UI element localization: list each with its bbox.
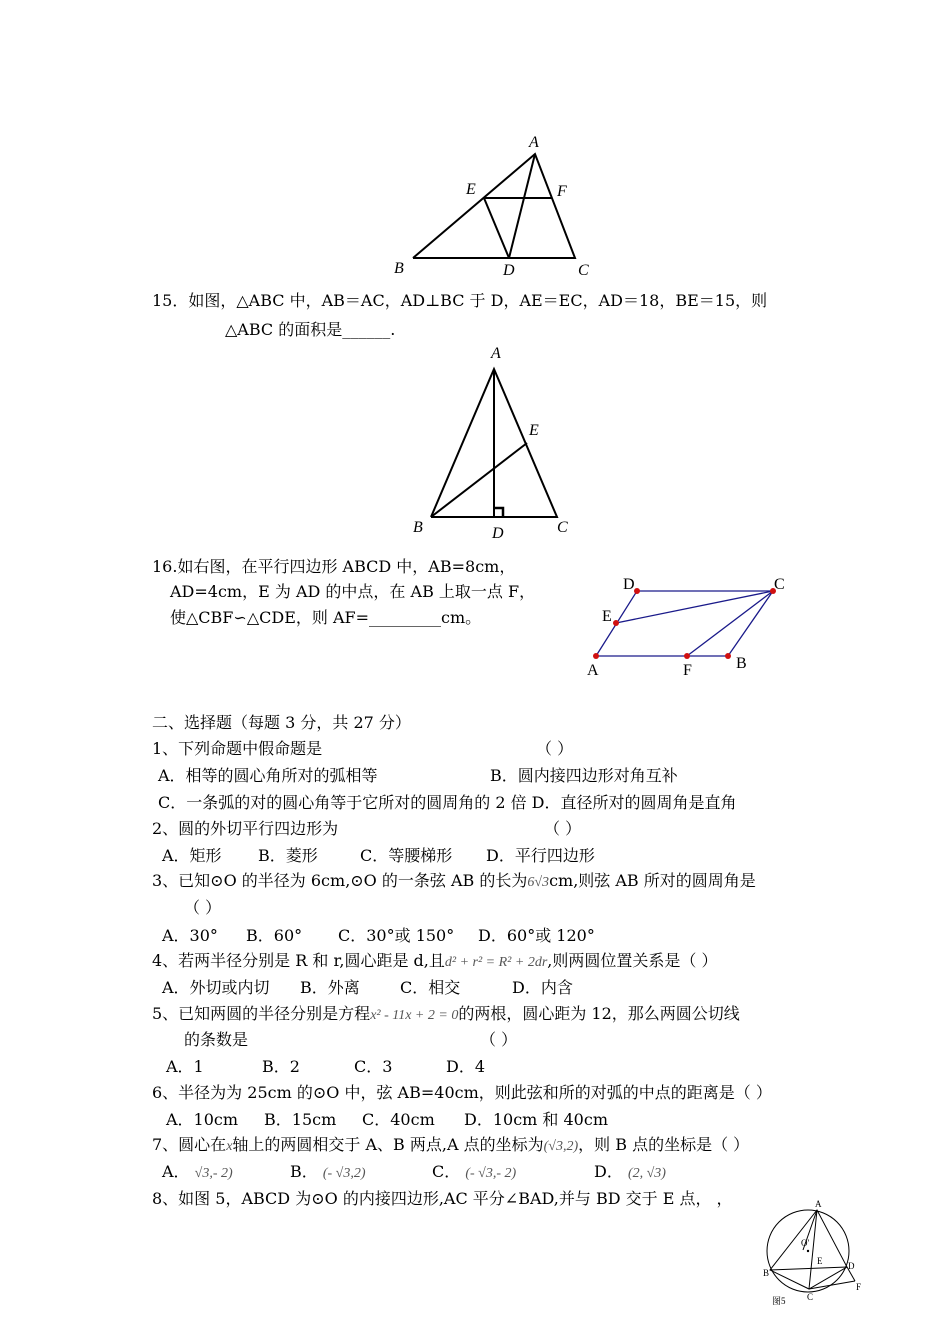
q2-option-a: A．矩形 <box>162 846 222 865</box>
label-c: C <box>774 576 785 593</box>
q5-stem <box>152 1004 740 1026</box>
figure-triangle-ef-parallel <box>385 130 605 280</box>
q2-paren: （ ） <box>544 819 582 838</box>
q5-stem-c: 的条数是 <box>184 1030 249 1049</box>
label-e: E <box>602 608 612 625</box>
q1-stem: 1、下列命题中假命题是 <box>152 739 323 758</box>
q6-option-c: C．40cm <box>362 1110 435 1129</box>
q16-line3: 使△CBF∽△CDE，则 AF=_________cm。 <box>170 608 482 627</box>
q2-option-b: B．菱形 <box>258 846 318 865</box>
center-point <box>807 1250 809 1252</box>
label-c: C <box>578 262 589 279</box>
q4-option-c: C．相交 <box>400 978 461 997</box>
q5-option-a: A．1 <box>166 1057 204 1076</box>
figure-isosceles-triangle <box>405 342 585 542</box>
q7-stem <box>152 1135 749 1157</box>
label-b: B <box>394 260 404 277</box>
q3-option-c: C．30°或 150° <box>338 926 455 945</box>
q4-stem-a: 4、若两半径分别是 R 和 r,圆心距是 d,且 <box>152 951 445 970</box>
q3-paren: （ ） <box>184 898 222 917</box>
point-f <box>684 653 690 659</box>
q1-option-cd: C．一条弧的对的圆心角等于它所对的圆周角的 2 倍 D．直径所对的圆周角是直角 <box>158 793 737 812</box>
q3-option-b: B．60° <box>246 926 303 945</box>
q4-math: d² + r² = R² + 2dr <box>444 955 548 970</box>
q3-option-a: A．30° <box>162 926 218 945</box>
label-b: B <box>413 519 423 536</box>
q3-math: 6√3 <box>527 875 550 890</box>
q6-stem: 6、半径为为 25cm 的⊙O 中，弦 AB=40cm，则此弦和所的对弧的中点的距离是（ ） <box>152 1083 772 1102</box>
q1-paren: （ ） <box>536 739 574 758</box>
q5-paren: （ ） <box>480 1030 518 1049</box>
label-b: B <box>736 655 747 672</box>
q5-option-d: D．4 <box>446 1057 486 1076</box>
segment-be <box>431 443 527 517</box>
q15-line2: △ABC 的面积是______. <box>225 320 396 339</box>
q3-stem <box>152 871 756 893</box>
figure-parallelogram <box>580 570 800 685</box>
q7-stem-c: ，则 B 点的坐标是（ ） <box>578 1135 750 1154</box>
q16-line2: AD=4cm，E 为 AD 的中点，在 AB 上取一点 F， <box>170 582 536 601</box>
segment-ad <box>509 154 535 258</box>
q2-option-c: C．等腰梯形 <box>360 846 453 865</box>
parallelogram-abcd <box>596 591 773 656</box>
label-a: A <box>587 662 599 679</box>
q7-math-x: x <box>226 1139 233 1154</box>
segment-ed <box>484 198 509 258</box>
q6-option-a: A．10cm <box>166 1110 239 1129</box>
q5-stem-a: 5、已知两圆的半径分别是方程 <box>152 1004 371 1023</box>
label-d: D <box>492 525 504 542</box>
figure-5-inscribed-quadrilateral <box>760 1196 870 1308</box>
point-d <box>634 588 640 594</box>
label-o: O' <box>801 1238 810 1248</box>
q4-option-b: B．外离 <box>300 978 360 997</box>
q2-option-d: D．平行四边形 <box>486 846 595 865</box>
q7-option-a: A． √3,- 2) <box>162 1162 233 1181</box>
section-title: 二、选择题（每题 3 分，共 27 分） <box>152 713 411 732</box>
point-e <box>613 620 619 626</box>
q1-option-b: B．圆内接四边形对角互补 <box>490 766 678 785</box>
q7-stem-b: 轴上的两圆相交于 A、B 两点,A 点的坐标为 <box>232 1135 544 1154</box>
label-a: A <box>815 1199 822 1209</box>
label-d: D <box>503 262 515 279</box>
q8-stem: 8、如图 5，ABCD 为⊙O 的内接四边形,AC 平分∠BAD,并与 BD 交于 E 点， ， <box>152 1189 733 1208</box>
q16-line1: 16.如右图，在平行四边形 ABCD 中，AB=8cm， <box>152 557 516 576</box>
point-b <box>725 653 731 659</box>
q6-option-d: D．10cm 和 40cm <box>464 1110 608 1129</box>
label-d: D <box>623 576 635 593</box>
q6-option-b: B．15cm <box>264 1110 337 1129</box>
q4-stem-b: ,则两圆位置关系是（ ） <box>547 951 718 970</box>
label-e: E <box>529 422 539 439</box>
q5-option-c: C．3 <box>354 1057 393 1076</box>
label-a: A <box>529 134 539 151</box>
q5-option-b: B．2 <box>262 1057 300 1076</box>
q7-option-b: B． (- √3,2) <box>290 1162 366 1181</box>
right-angle-mark <box>494 508 503 517</box>
q3-stem-a: 3、已知⊙O 的半径为 6cm,⊙O 的一条弦 AB 的长为 <box>152 871 528 890</box>
segment-ec <box>616 591 773 623</box>
label-a: A <box>491 345 501 362</box>
q7-stem-a: 7、圆心在 <box>152 1135 227 1154</box>
q7-option-c: C． (- √3,- 2) <box>432 1162 517 1181</box>
q3-stem-b: cm,则弦 AB 所对的圆周角是 <box>549 871 756 890</box>
label-b: B <box>763 1268 770 1278</box>
label-e: E <box>817 1256 823 1266</box>
triangle-abc <box>413 154 575 258</box>
label-c: C <box>557 519 568 536</box>
q4-stem <box>152 951 717 973</box>
segment-bd <box>770 1267 847 1270</box>
quadrilateral-abcd <box>770 1210 847 1289</box>
q5-stem-b: 的两根，圆心距为 12，那么两圆公切线 <box>458 1004 740 1023</box>
label-f: F <box>856 1282 862 1292</box>
label-c: C <box>807 1292 814 1302</box>
segment-fc <box>687 591 773 656</box>
q2-stem: 2、圆的外切平行四边形为 <box>152 819 339 838</box>
q7-option-d: D． (2, √3) <box>594 1162 666 1181</box>
q15-line1: 15．如图，△ABC 中，AB＝AC，AD⊥BC 于 D，AE＝EC，AD＝18，BE＝15，则 <box>152 291 768 310</box>
point-a <box>593 653 599 659</box>
q4-option-d: D．内含 <box>512 978 573 997</box>
q3-option-d: D．60°或 120° <box>478 926 595 945</box>
label-f: F <box>557 183 567 200</box>
q1-option-a: A．相等的圆心角所对的弧相等 <box>158 766 378 785</box>
label-d: D <box>848 1261 855 1271</box>
q4-option-a: A．外切或内切 <box>162 978 270 997</box>
q7-math-point: (√3,2) <box>543 1139 579 1154</box>
q5-math: x² - 11x + 2 = 0 <box>370 1008 459 1023</box>
label-f: F <box>683 662 692 679</box>
label-e: E <box>466 181 476 198</box>
figure-caption: 图5 <box>772 1296 786 1306</box>
